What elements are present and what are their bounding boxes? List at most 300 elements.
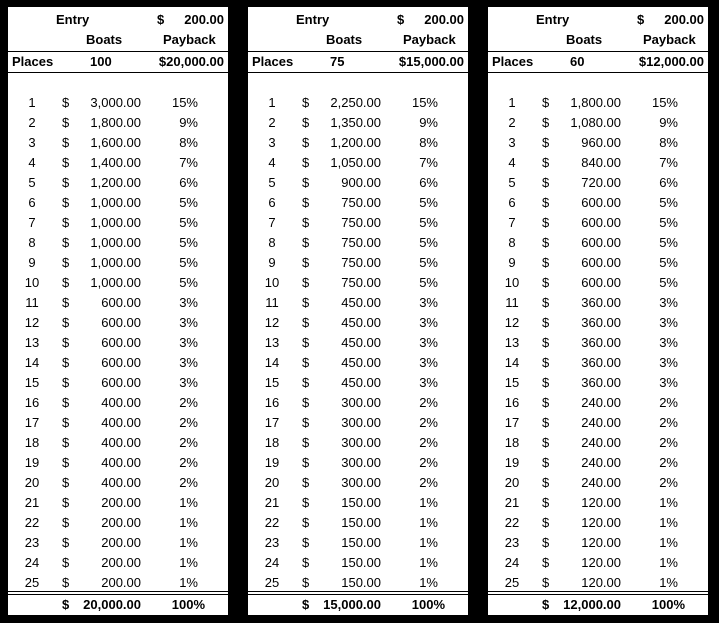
place-number: 25 [24, 575, 40, 590]
places-row [488, 52, 708, 71]
total-currency: $ [542, 597, 550, 612]
table-row [488, 113, 708, 133]
payout-percent: 5% [419, 235, 438, 250]
place-number: 4 [508, 155, 516, 170]
payout-percent: 2% [419, 455, 438, 470]
payout-amount: 200.00 [101, 535, 141, 550]
payout-percent: 2% [659, 475, 678, 490]
payout-amount: 1,400.00 [90, 155, 141, 170]
table-row [488, 293, 708, 313]
currency-symbol: $ [302, 315, 310, 330]
place-number: 17 [264, 415, 280, 430]
entry-currency: $ [157, 12, 165, 27]
payout-amount: 600.00 [581, 255, 621, 270]
table-row [488, 353, 708, 373]
place-number: 2 [508, 115, 516, 130]
table-row [248, 133, 468, 153]
payout-amount: 600.00 [101, 315, 141, 330]
entry-row [8, 10, 228, 29]
payout-amount: 600.00 [581, 215, 621, 230]
currency-symbol: $ [62, 275, 70, 290]
place-number: 7 [508, 215, 516, 230]
payout-percent: 2% [179, 435, 198, 450]
place-number: 18 [24, 435, 40, 450]
payout-percent: 3% [659, 375, 678, 390]
payout-percent: 5% [659, 195, 678, 210]
currency-symbol: $ [62, 195, 70, 210]
payout-amount: 120.00 [581, 495, 621, 510]
payout-percent: 5% [419, 195, 438, 210]
places-divider [248, 72, 468, 73]
payout-amount: 400.00 [101, 415, 141, 430]
payout-amount: 450.00 [341, 295, 381, 310]
payout-amount: 1,000.00 [90, 195, 141, 210]
place-number: 21 [264, 495, 280, 510]
table-row [8, 313, 228, 333]
payout-percent: 9% [179, 115, 198, 130]
payout-percent: 5% [659, 275, 678, 290]
place-number: 21 [504, 495, 520, 510]
place-number: 6 [268, 195, 276, 210]
payout-amount: 3,000.00 [90, 95, 141, 110]
payback-label: Payback [163, 32, 216, 47]
table-row [488, 433, 708, 453]
currency-symbol: $ [542, 215, 550, 230]
payout-amount: 1,200.00 [90, 175, 141, 190]
place-number: 24 [264, 555, 280, 570]
total-percent: 100% [651, 597, 685, 612]
place-number: 7 [28, 215, 36, 230]
payout-amount: 1,000.00 [90, 255, 141, 270]
table-row [248, 93, 468, 113]
table-row [8, 213, 228, 233]
currency-symbol: $ [542, 155, 550, 170]
currency-symbol: $ [302, 215, 310, 230]
payout-percent: 7% [419, 155, 438, 170]
table-row [488, 313, 708, 333]
entry-currency: $ [637, 12, 645, 27]
entry-label: Entry [536, 12, 570, 27]
place-number: 18 [264, 435, 280, 450]
currency-symbol: $ [302, 475, 310, 490]
currency-symbol: $ [542, 415, 550, 430]
table-row [488, 133, 708, 153]
place-number: 3 [268, 135, 276, 150]
currency-symbol: $ [302, 175, 310, 190]
entry-currency: $ [397, 12, 405, 27]
payout-amount: 960.00 [581, 135, 621, 150]
payout-percent: 1% [179, 515, 198, 530]
table-row [488, 233, 708, 253]
place-number: 22 [504, 515, 520, 530]
currency-symbol: $ [302, 155, 310, 170]
table-row [248, 233, 468, 253]
place-number: 24 [504, 555, 520, 570]
payback-total: $20,000.00 [158, 54, 224, 69]
place-number: 15 [24, 375, 40, 390]
currency-symbol: $ [542, 195, 550, 210]
payout-amount: 750.00 [341, 275, 381, 290]
place-number: 20 [264, 475, 280, 490]
payout-percent: 5% [179, 275, 198, 290]
currency-symbol: $ [302, 435, 310, 450]
payout-percent: 2% [419, 475, 438, 490]
total-row [248, 595, 468, 614]
place-number: 12 [24, 315, 40, 330]
place-number: 14 [504, 355, 520, 370]
payback-label: Payback [643, 32, 696, 47]
payout-amount: 450.00 [341, 355, 381, 370]
payout-percent: 5% [659, 235, 678, 250]
place-number: 6 [28, 195, 36, 210]
table-row [488, 173, 708, 193]
table-row [248, 193, 468, 213]
currency-symbol: $ [302, 515, 310, 530]
currency-symbol: $ [62, 155, 70, 170]
table-row [248, 333, 468, 353]
payout-amount: 360.00 [581, 295, 621, 310]
place-number: 2 [28, 115, 36, 130]
payout-amount: 300.00 [341, 395, 381, 410]
payout-percent: 6% [179, 175, 198, 190]
table-row [488, 573, 708, 593]
currency-symbol: $ [542, 475, 550, 490]
payout-percent: 3% [419, 375, 438, 390]
payout-percent: 3% [419, 335, 438, 350]
payout-amount: 750.00 [341, 195, 381, 210]
table-row [248, 413, 468, 433]
payout-amount: 450.00 [341, 315, 381, 330]
table-row [248, 373, 468, 393]
boats-label: Boats [86, 32, 123, 47]
currency-symbol: $ [62, 335, 70, 350]
payout-percent: 1% [179, 535, 198, 550]
payout-amount: 400.00 [101, 435, 141, 450]
payout-percent: 5% [179, 215, 198, 230]
payout-amount: 360.00 [581, 315, 621, 330]
payout-percent: 3% [419, 295, 438, 310]
place-number: 14 [264, 355, 280, 370]
currency-symbol: $ [542, 175, 550, 190]
place-number: 4 [268, 155, 276, 170]
payout-amount: 400.00 [101, 455, 141, 470]
table-row [8, 513, 228, 533]
payout-amount: 240.00 [581, 415, 621, 430]
place-number: 21 [24, 495, 40, 510]
place-number: 15 [504, 375, 520, 390]
table-row [488, 253, 708, 273]
currency-symbol: $ [542, 575, 550, 590]
place-number: 22 [24, 515, 40, 530]
payout-amount: 240.00 [581, 435, 621, 450]
payout-percent: 7% [659, 155, 678, 170]
payout-percent: 1% [179, 555, 198, 570]
payout-percent: 1% [419, 535, 438, 550]
payout-amount: 300.00 [341, 475, 381, 490]
payout-percent: 8% [419, 135, 438, 150]
currency-symbol: $ [302, 295, 310, 310]
payout-rows [248, 93, 468, 593]
payout-percent: 9% [419, 115, 438, 130]
payout-amount: 600.00 [101, 335, 141, 350]
currency-symbol: $ [302, 575, 310, 590]
table-row [8, 233, 228, 253]
table-row [488, 553, 708, 573]
currency-symbol: $ [62, 375, 70, 390]
entry-fee: 200.00 [184, 12, 224, 27]
payout-amount: 360.00 [581, 375, 621, 390]
currency-symbol: $ [542, 555, 550, 570]
payout-amount: 1,000.00 [90, 275, 141, 290]
currency-symbol: $ [62, 215, 70, 230]
entry-fee: 200.00 [424, 12, 464, 27]
place-number: 3 [508, 135, 516, 150]
payout-percent: 1% [659, 575, 678, 590]
total-currency: $ [302, 597, 310, 612]
payout-percent: 1% [179, 575, 198, 590]
currency-symbol: $ [62, 515, 70, 530]
payout-amount: 1,000.00 [90, 235, 141, 250]
table-row [248, 393, 468, 413]
place-number: 5 [268, 175, 276, 190]
payout-rows [488, 93, 708, 593]
table-row [8, 153, 228, 173]
payout-amount: 150.00 [341, 495, 381, 510]
payout-amount: 600.00 [581, 275, 621, 290]
place-number: 11 [265, 295, 279, 310]
currency-symbol: $ [302, 555, 310, 570]
places-label: Places [252, 54, 294, 69]
payout-amount: 600.00 [581, 235, 621, 250]
currency-symbol: $ [62, 135, 70, 150]
table-row [488, 513, 708, 533]
payout-amount: 2,250.00 [330, 95, 381, 110]
payout-percent: 6% [659, 175, 678, 190]
place-number: 25 [264, 575, 280, 590]
currency-symbol: $ [62, 95, 70, 110]
table-row [8, 173, 228, 193]
total-currency: $ [62, 597, 70, 612]
entry-label: Entry [296, 12, 330, 27]
currency-symbol: $ [302, 375, 310, 390]
payout-percent: 2% [659, 415, 678, 430]
place-number: 13 [264, 335, 280, 350]
table-row [8, 353, 228, 373]
currency-symbol: $ [542, 135, 550, 150]
payout-amount: 1,080.00 [570, 115, 621, 130]
payout-amount: 400.00 [101, 475, 141, 490]
currency-symbol: $ [542, 375, 550, 390]
boats-label: Boats [566, 32, 603, 47]
total-percent: 100% [411, 597, 445, 612]
column-header-row [488, 30, 708, 49]
place-number: 20 [504, 475, 520, 490]
payout-amount: 240.00 [581, 395, 621, 410]
payout-amount: 240.00 [581, 475, 621, 490]
table-row [488, 213, 708, 233]
boat-count: 60 [570, 54, 585, 69]
payout-percent: 5% [179, 195, 198, 210]
place-number: 8 [268, 235, 276, 250]
currency-symbol: $ [62, 315, 70, 330]
table-row [248, 253, 468, 273]
entry-fee: 200.00 [664, 12, 704, 27]
payout-percent: 1% [419, 515, 438, 530]
table-row [8, 193, 228, 213]
column-header-row [8, 30, 228, 49]
place-number: 4 [28, 155, 36, 170]
payout-amount: 750.00 [341, 215, 381, 230]
payout-percent: 1% [659, 555, 678, 570]
currency-symbol: $ [62, 535, 70, 550]
payback-total: $15,000.00 [398, 54, 464, 69]
currency-symbol: $ [542, 335, 550, 350]
currency-symbol: $ [542, 275, 550, 290]
place-number: 8 [28, 235, 36, 250]
currency-symbol: $ [62, 395, 70, 410]
payout-percent: 8% [659, 135, 678, 150]
payout-amount: 200.00 [101, 555, 141, 570]
currency-symbol: $ [62, 555, 70, 570]
table-row [488, 413, 708, 433]
place-number: 1 [28, 95, 36, 110]
currency-symbol: $ [302, 335, 310, 350]
payout-percent: 3% [179, 335, 198, 350]
table-row [248, 153, 468, 173]
currency-symbol: $ [542, 255, 550, 270]
place-number: 5 [508, 175, 516, 190]
payout-percent: 5% [179, 255, 198, 270]
payout-amount: 150.00 [341, 555, 381, 570]
place-number: 23 [504, 535, 520, 550]
payout-percent: 15% [651, 95, 678, 110]
payout-table-2 [248, 7, 468, 615]
currency-symbol: $ [62, 115, 70, 130]
payout-percent: 6% [419, 175, 438, 190]
payout-amount: 1,350.00 [330, 115, 381, 130]
currency-symbol: $ [542, 235, 550, 250]
column-header-row [248, 30, 468, 49]
place-number: 22 [264, 515, 280, 530]
payout-percent: 15% [411, 95, 438, 110]
table-row [8, 433, 228, 453]
payout-percent: 2% [419, 415, 438, 430]
payout-amount: 300.00 [341, 455, 381, 470]
table-row [488, 333, 708, 353]
payout-percent: 3% [179, 295, 198, 310]
payout-percent: 1% [419, 575, 438, 590]
payout-amount: 360.00 [581, 335, 621, 350]
place-number: 11 [25, 295, 39, 310]
payout-amount: 720.00 [581, 175, 621, 190]
payout-percent: 3% [659, 355, 678, 370]
currency-symbol: $ [542, 495, 550, 510]
table-row [8, 533, 228, 553]
payout-amount: 1,000.00 [90, 215, 141, 230]
place-number: 10 [264, 275, 280, 290]
total-divider-top [248, 591, 468, 592]
table-row [8, 413, 228, 433]
place-number: 12 [264, 315, 280, 330]
total-row [8, 595, 228, 614]
table-row [248, 353, 468, 373]
payout-amount: 1,050.00 [330, 155, 381, 170]
payout-percent: 15% [171, 95, 198, 110]
table-row [248, 293, 468, 313]
place-number: 13 [24, 335, 40, 350]
entry-row [248, 10, 468, 29]
payout-amount: 200.00 [101, 515, 141, 530]
payout-percent: 1% [419, 555, 438, 570]
currency-symbol: $ [62, 495, 70, 510]
table-row [8, 273, 228, 293]
payout-amount: 120.00 [581, 575, 621, 590]
table-row [8, 393, 228, 413]
boat-count: 75 [330, 54, 345, 69]
currency-symbol: $ [302, 255, 310, 270]
table-row [8, 253, 228, 273]
table-row [488, 273, 708, 293]
table-row [8, 113, 228, 133]
place-number: 3 [28, 135, 36, 150]
place-number: 1 [508, 95, 516, 110]
table-row [248, 533, 468, 553]
payout-percent: 9% [659, 115, 678, 130]
place-number: 6 [508, 195, 516, 210]
place-number: 16 [504, 395, 520, 410]
currency-symbol: $ [62, 415, 70, 430]
table-row [8, 473, 228, 493]
currency-symbol: $ [302, 455, 310, 470]
payout-amount: 120.00 [581, 515, 621, 530]
payout-amount: 400.00 [101, 395, 141, 410]
currency-symbol: $ [62, 475, 70, 490]
currency-symbol: $ [542, 95, 550, 110]
payout-amount: 150.00 [341, 515, 381, 530]
place-number: 13 [504, 335, 520, 350]
places-row [248, 52, 468, 71]
table-row [8, 333, 228, 353]
payout-amount: 200.00 [101, 495, 141, 510]
payout-table-3 [488, 7, 708, 615]
currency-symbol: $ [302, 195, 310, 210]
payout-amount: 300.00 [341, 415, 381, 430]
currency-symbol: $ [542, 535, 550, 550]
place-number: 9 [28, 255, 36, 270]
table-row [8, 93, 228, 113]
total-amount: 12,000.00 [563, 597, 621, 612]
currency-symbol: $ [542, 435, 550, 450]
payout-percent: 5% [419, 275, 438, 290]
places-label: Places [492, 54, 534, 69]
total-row [488, 595, 708, 614]
payout-percent: 3% [179, 355, 198, 370]
table-row [248, 513, 468, 533]
table-row [8, 573, 228, 593]
payout-amount: 150.00 [341, 535, 381, 550]
currency-symbol: $ [542, 295, 550, 310]
place-number: 18 [504, 435, 520, 450]
place-number: 10 [504, 275, 520, 290]
currency-symbol: $ [62, 175, 70, 190]
payout-percent: 5% [419, 215, 438, 230]
currency-symbol: $ [62, 455, 70, 470]
payout-percent: 7% [179, 155, 198, 170]
payout-percent: 2% [659, 395, 678, 410]
payback-total: $12,000.00 [638, 54, 704, 69]
place-number: 10 [24, 275, 40, 290]
table-row [8, 493, 228, 513]
